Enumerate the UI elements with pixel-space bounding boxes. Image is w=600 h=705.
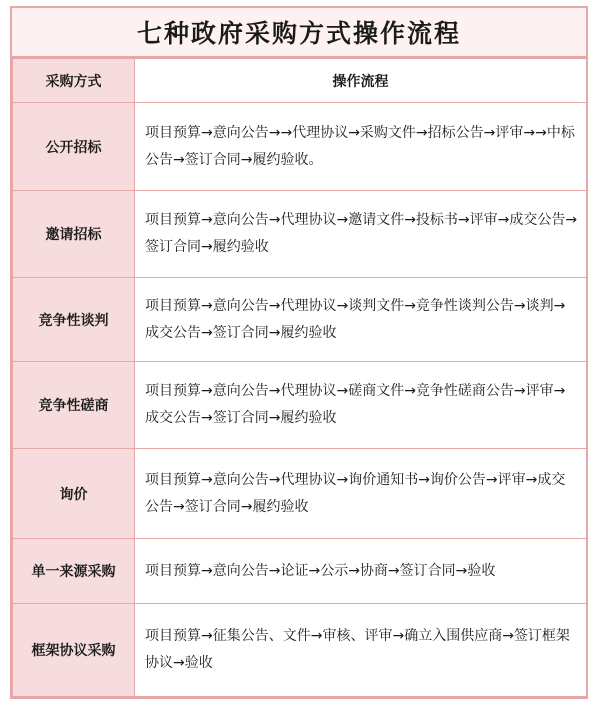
flow-cell: 项目预算→意向公告→代理协议→邀请文件→投标书→评审→成交公告→签订合同→履约验收 bbox=[135, 191, 587, 278]
flow-cell: 项目预算→意向公告→代理协议→谈判文件→竞争性谈判公告→谈判→成交公告→签订合同→履约验收 bbox=[135, 278, 587, 362]
method-cell: 单一来源采购 bbox=[13, 539, 135, 604]
table-row bbox=[13, 604, 587, 697]
header-method: 采购方式 bbox=[13, 59, 135, 103]
procurement-table bbox=[12, 58, 587, 697]
table-row bbox=[13, 539, 587, 604]
table-row bbox=[13, 362, 587, 449]
flow-cell: 项目预算→征集公告、文件→审核、评审→确立入围供应商→签订框架协议→验收 bbox=[135, 604, 587, 697]
page-title: 七种政府采购方式操作流程 bbox=[12, 8, 586, 58]
document-frame bbox=[10, 6, 588, 699]
table-row bbox=[13, 103, 587, 191]
method-cell: 邀请招标 bbox=[13, 191, 135, 278]
flow-cell: 项目预算→意向公告→代理协议→磋商文件→竞争性磋商公告→评审→成交公告→签订合同→履约验收 bbox=[135, 362, 587, 449]
flow-cell: 项目预算→意向公告→论证→公示→协商→签订合同→验收 bbox=[135, 539, 587, 604]
flow-cell: 项目预算→意向公告→→代理协议→采购文件→招标公告→评审→→中标公告→签订合同→履约验收。 bbox=[135, 103, 587, 191]
method-cell: 询价 bbox=[13, 449, 135, 539]
method-cell: 竞争性磋商 bbox=[13, 362, 135, 449]
method-cell: 公开招标 bbox=[13, 103, 135, 191]
table-header-row bbox=[13, 59, 587, 103]
header-flow: 操作流程 bbox=[135, 59, 587, 103]
method-cell: 框架协议采购 bbox=[13, 604, 135, 697]
method-cell: 竞争性谈判 bbox=[13, 278, 135, 362]
table-row bbox=[13, 191, 587, 278]
flow-cell: 项目预算→意向公告→代理协议→询价通知书→询价公告→评审→成交公告→签订合同→履约验收 bbox=[135, 449, 587, 539]
table-row bbox=[13, 449, 587, 539]
table-row bbox=[13, 278, 587, 362]
